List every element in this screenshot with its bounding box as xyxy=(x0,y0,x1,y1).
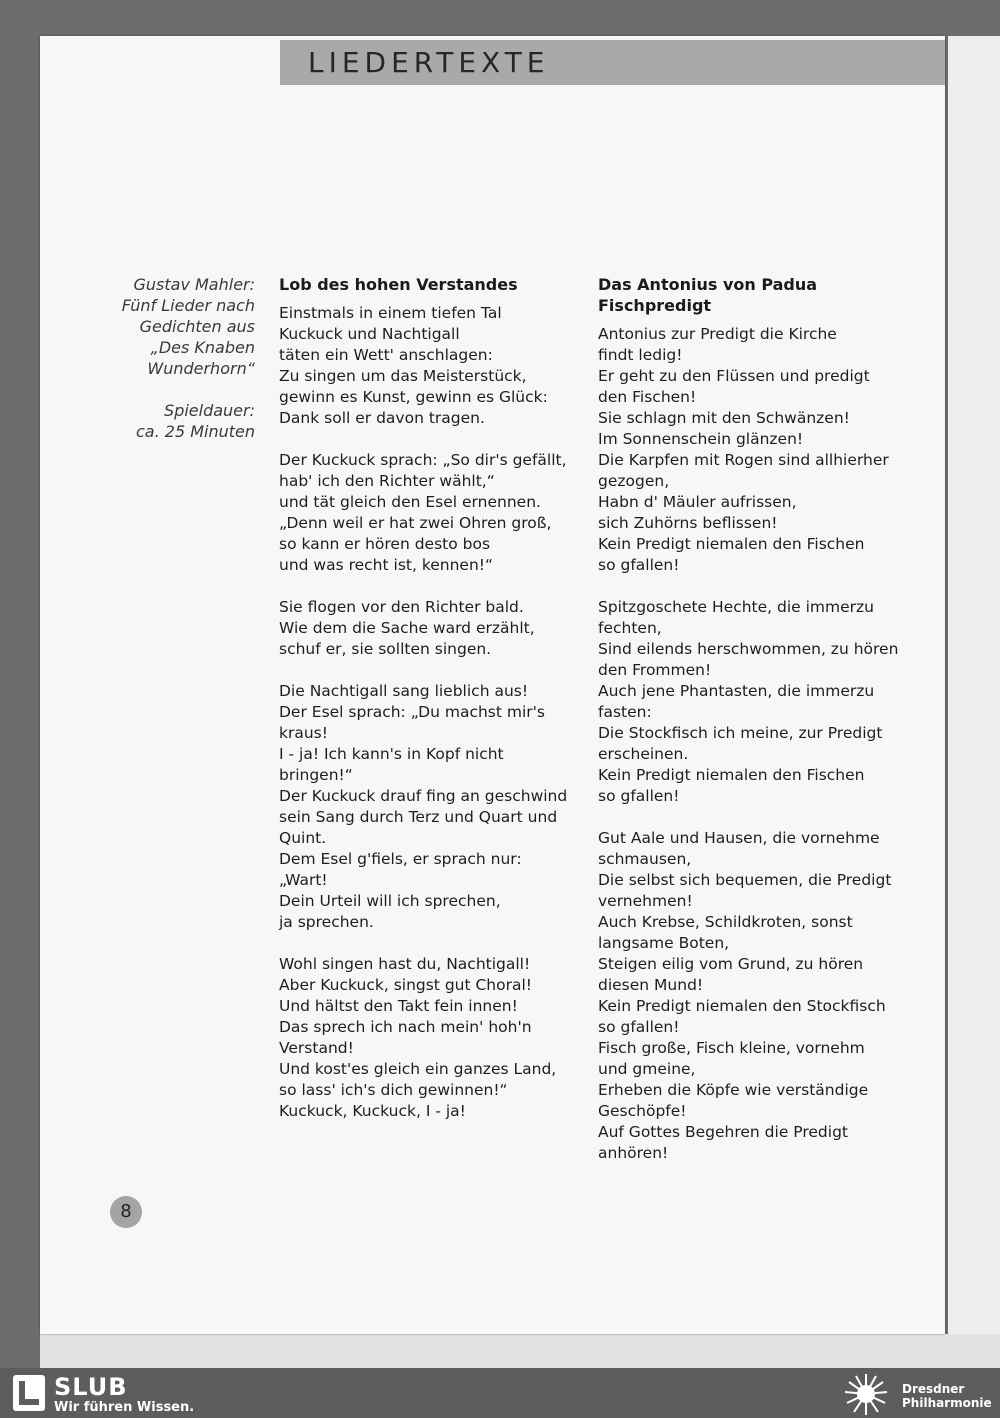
lyric-line: Fisch große, Fisch kleine, vornehm xyxy=(598,1039,865,1057)
lyric-line: Spitzgoschete Hechte, die immerzu xyxy=(598,598,875,616)
lyric-line: Auch Krebse, Schildkroten, sonst xyxy=(598,913,853,931)
lyric-line: diesen Mund! xyxy=(598,976,704,994)
song-lob-des-hohen-verstandes xyxy=(279,274,579,1143)
work-info-line: „Des Knaben xyxy=(150,338,255,357)
lyric-line: täten ein Wett' anschlagen: xyxy=(279,346,493,364)
partner-name-line: Dresdner xyxy=(902,1382,965,1396)
stanza xyxy=(279,597,579,660)
song-title-line: Das Antonius von Padua xyxy=(598,275,818,294)
song-stanzas xyxy=(598,324,898,1164)
lyric-line: Sie flogen vor den Richter bald. xyxy=(279,598,524,616)
song-title: Lob des hohen Verstandes xyxy=(279,275,518,294)
lyric-line: Steigen eilig vom Grund, zu hören xyxy=(598,955,864,973)
library-name[interactable]: SLUB xyxy=(54,1373,128,1401)
song-title xyxy=(598,274,898,316)
lyric-line: Dank soll er davon tragen. xyxy=(279,409,485,427)
stanza xyxy=(598,597,898,807)
page-number: 8 xyxy=(110,1196,142,1228)
lyric-line: schmausen, xyxy=(598,850,692,868)
partner-name[interactable] xyxy=(902,1382,992,1410)
lyric-line: und tät gleich den Esel ernennen. xyxy=(279,493,541,511)
lyric-line: findt ledig! xyxy=(598,346,683,364)
lyric-line: hab' ich den Richter wählt,“ xyxy=(279,472,495,490)
lyric-line: Er geht zu den Flüssen und predigt xyxy=(598,367,870,385)
lyric-line: Wohl singen hast du, Nachtigall! xyxy=(279,955,531,973)
partner-name-line: Philharmonie xyxy=(902,1396,992,1410)
lyric-line: Und hältst den Takt fein innen! xyxy=(279,997,518,1015)
lyric-line: sein Sang durch Terz und Quart und xyxy=(279,808,558,826)
work-info-line: Gedichten aus xyxy=(139,317,255,336)
lyric-line: so gfallen! xyxy=(598,787,680,805)
lyric-line: Das sprech ich nach mein' hoh'n xyxy=(279,1018,532,1036)
next-page-edge xyxy=(948,36,1000,1366)
lyric-line: gezogen, xyxy=(598,472,670,490)
lyric-line: den Frommen! xyxy=(598,661,712,679)
stanza xyxy=(598,828,898,1164)
lyric-line: so gfallen! xyxy=(598,1018,680,1036)
lyric-line: Auch jene Phantasten, die immerzu xyxy=(598,682,875,700)
lyric-line: sich Zuhörns beflissen! xyxy=(598,514,778,532)
lyric-line: so kann er hören desto bos xyxy=(279,535,491,553)
lyric-line: „Wart! xyxy=(279,871,328,889)
library-tagline: Wir führen Wissen. xyxy=(54,1400,195,1415)
page-bottom-strip xyxy=(40,1334,1000,1368)
lyric-line: Dem Esel g'fiels, er sprach nur: xyxy=(279,850,522,868)
duration-info xyxy=(95,400,255,442)
lyric-line: Habn d' Mäuler aufrissen, xyxy=(598,493,797,511)
duration-value: ca. 25 Minuten xyxy=(135,422,255,441)
lyric-line: so lass' ich's dich gewinnen!“ xyxy=(279,1081,508,1099)
song-fischpredigt xyxy=(598,274,898,1185)
lyric-line: Gut Aale und Hausen, die vornehme xyxy=(598,829,880,847)
section-title: LIEDERTEXTE xyxy=(308,46,550,79)
lyric-line: Der Kuckuck sprach: „So dir's gefällt, xyxy=(279,451,567,469)
lyric-line: Sie schlagn mit den Schwänzen! xyxy=(598,409,850,427)
lyric-line: Kein Predigt niemalen den Fischen xyxy=(598,535,865,553)
lyric-line: Aber Kuckuck, singst gut Choral! xyxy=(279,976,533,994)
work-info-line: Fünf Lieder nach xyxy=(121,296,255,315)
lyric-line: Dein Urteil will ich sprechen, xyxy=(279,892,501,910)
lyric-line: Die Nachtigall sang lieblich aus! xyxy=(279,682,529,700)
stanza xyxy=(279,450,579,576)
philharmonie-sunburst-icon[interactable] xyxy=(842,1372,890,1416)
lyric-line: Der Esel sprach: „Du machst mir's xyxy=(279,703,545,721)
lyric-line: bringen!“ xyxy=(279,766,353,784)
lyric-line: I - ja! Ich kann's in Kopf nicht xyxy=(279,745,504,763)
stanza xyxy=(598,324,898,576)
lyric-line: langsame Boten, xyxy=(598,934,730,952)
lyric-line: Erheben die Köpfe wie verständige xyxy=(598,1081,869,1099)
lyric-line: Im Sonnenschein glänzen! xyxy=(598,430,804,448)
stanza xyxy=(279,681,579,933)
lyric-line: Die Stockfisch ich meine, zur Predigt xyxy=(598,724,883,742)
lyric-line: fechten, xyxy=(598,619,662,637)
lyric-line: Sind eilends herschwommen, zu hören xyxy=(598,640,899,658)
duration-label: Spieldauer: xyxy=(164,401,255,420)
stanza xyxy=(279,954,579,1122)
stanza xyxy=(279,303,579,429)
lyric-line: Kuckuck, Kuckuck, I - ja! xyxy=(279,1102,466,1120)
lyric-line: Wie dem die Sache ward erzählt, xyxy=(279,619,535,637)
lyric-line: schuf er, sie sollten singen. xyxy=(279,640,492,658)
lyric-line: Geschöpfe! xyxy=(598,1102,687,1120)
lyric-line: Die Karpfen mit Rogen sind allhierher xyxy=(598,451,889,469)
lyric-line: erscheinen. xyxy=(598,745,689,763)
lyric-line: Antonius zur Predigt die Kirche xyxy=(598,325,837,343)
work-info-line: Wunderhorn“ xyxy=(147,359,255,378)
lyric-line: und gmeine, xyxy=(598,1060,696,1078)
lyric-line: „Denn weil er hat zwei Ohren groß, xyxy=(279,514,552,532)
lyric-line: Kuckuck und Nachtigall xyxy=(279,325,460,343)
lyric-line: Verstand! xyxy=(279,1039,354,1057)
lyric-line: Kein Predigt niemalen den Fischen xyxy=(598,766,865,784)
lyric-line: vernehmen! xyxy=(598,892,693,910)
work-info-sidebar xyxy=(95,274,255,463)
song-stanzas xyxy=(279,303,579,1122)
work-info-line: Gustav Mahler: xyxy=(133,275,255,294)
lyric-line: anhören! xyxy=(598,1144,669,1162)
lyric-line: fasten: xyxy=(598,703,652,721)
lyric-line: Der Kuckuck drauf fing an geschwind xyxy=(279,787,568,805)
lyric-line: und was recht ist, kennen!“ xyxy=(279,556,494,574)
lyric-line: Kein Predigt niemalen den Stockfisch xyxy=(598,997,886,1015)
lyric-line: gewinn es Kunst, gewinn es Glück: xyxy=(279,388,548,406)
work-info xyxy=(95,274,255,379)
lyric-line: so gfallen! xyxy=(598,556,680,574)
lyric-line: Auf Gottes Begehren die Predigt xyxy=(598,1123,848,1141)
lyric-line: Quint. xyxy=(279,829,327,847)
lyric-line: Zu singen um das Meisterstück, xyxy=(279,367,527,385)
slub-logo-icon[interactable] xyxy=(12,1374,46,1412)
lyric-line: Einstmals in einem tiefen Tal xyxy=(279,304,502,322)
lyric-line: Die selbst sich bequemen, die Predigt xyxy=(598,871,892,889)
lyric-line: den Fischen! xyxy=(598,388,697,406)
lyric-line: ja sprechen. xyxy=(279,913,374,931)
lyric-line: kraus! xyxy=(279,724,328,742)
song-title-line: Fischpredigt xyxy=(598,296,712,315)
lyric-line: Und kost'es gleich ein ganzes Land, xyxy=(279,1060,557,1078)
